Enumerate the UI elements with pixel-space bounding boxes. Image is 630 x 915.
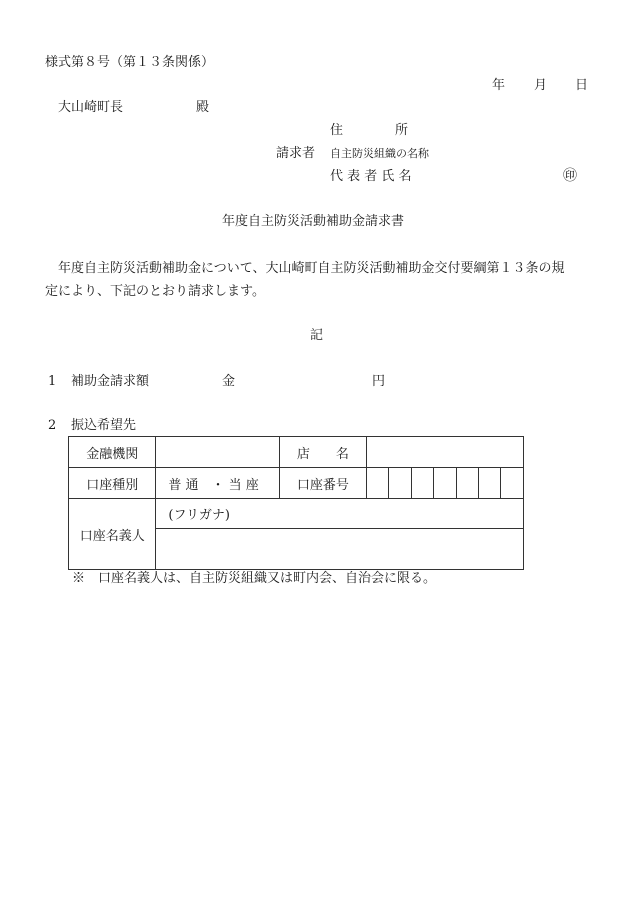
item2-number: 2 [48, 418, 57, 433]
seal-mark: ㊞ [563, 168, 577, 184]
organization-name-label: 自主防災組織の名称 [330, 147, 429, 160]
furigana-field[interactable]: (フリガナ) [156, 499, 524, 529]
date-day-label: 日 [575, 78, 589, 93]
account-number-digit[interactable] [434, 468, 456, 499]
account-type-options[interactable]: 普 通 ・ 当 座 [156, 468, 279, 499]
address-label: 住 所 [330, 123, 409, 138]
bank-transfer-table [68, 436, 524, 570]
ki-heading: 記 [310, 328, 324, 343]
document-title: 年度自主防災活動補助金請求書 [222, 214, 405, 229]
account-number-digit[interactable] [366, 468, 388, 499]
account-number-digit[interactable] [479, 468, 501, 499]
representative-name-label: 代 表 者 氏 名 [330, 169, 412, 184]
account-holder-name-field[interactable] [156, 529, 524, 570]
item2-label: 振込希望先 [71, 418, 137, 433]
branch-label: 店 名 [279, 437, 366, 468]
branch-name-field[interactable] [366, 437, 523, 468]
account-number-digit[interactable] [456, 468, 478, 499]
bank-name-field[interactable] [156, 437, 279, 468]
applicant-role-label: 請求者 [276, 146, 316, 161]
date-year-label: 年 [492, 78, 506, 93]
account-number-digit[interactable] [389, 468, 411, 499]
account-number-digit[interactable] [411, 468, 433, 499]
bank-label: 金融機関 [69, 437, 156, 468]
account-number-label: 口座番号 [279, 468, 366, 499]
item1-label: 補助金請求額 [71, 374, 150, 389]
item1-number: 1 [48, 374, 57, 389]
honorific: 殿 [196, 100, 210, 115]
amount-kin-label: 金 [222, 374, 236, 389]
amount-yen-label: 円 [372, 374, 386, 389]
body-text-line-1: 年度自主防災活動補助金について、大山崎町自主防災活動補助金交付要綱第１３条の規 [58, 261, 565, 276]
account-holder-label: 口座名義人 [69, 499, 156, 570]
addressee: 大山崎町長 [58, 100, 124, 115]
account-type-label: 口座種別 [69, 468, 156, 499]
body-text-line-2: 定により、下記のとおり請求します。 [45, 284, 265, 299]
account-number-digit[interactable] [501, 468, 524, 499]
date-month-label: 月 [534, 78, 548, 93]
holder-note: ※ 口座名義人は、自主防災組織又は町内会、自治会に限る。 [72, 571, 437, 586]
form-number: 様式第８号（第１３条関係） [45, 55, 215, 70]
